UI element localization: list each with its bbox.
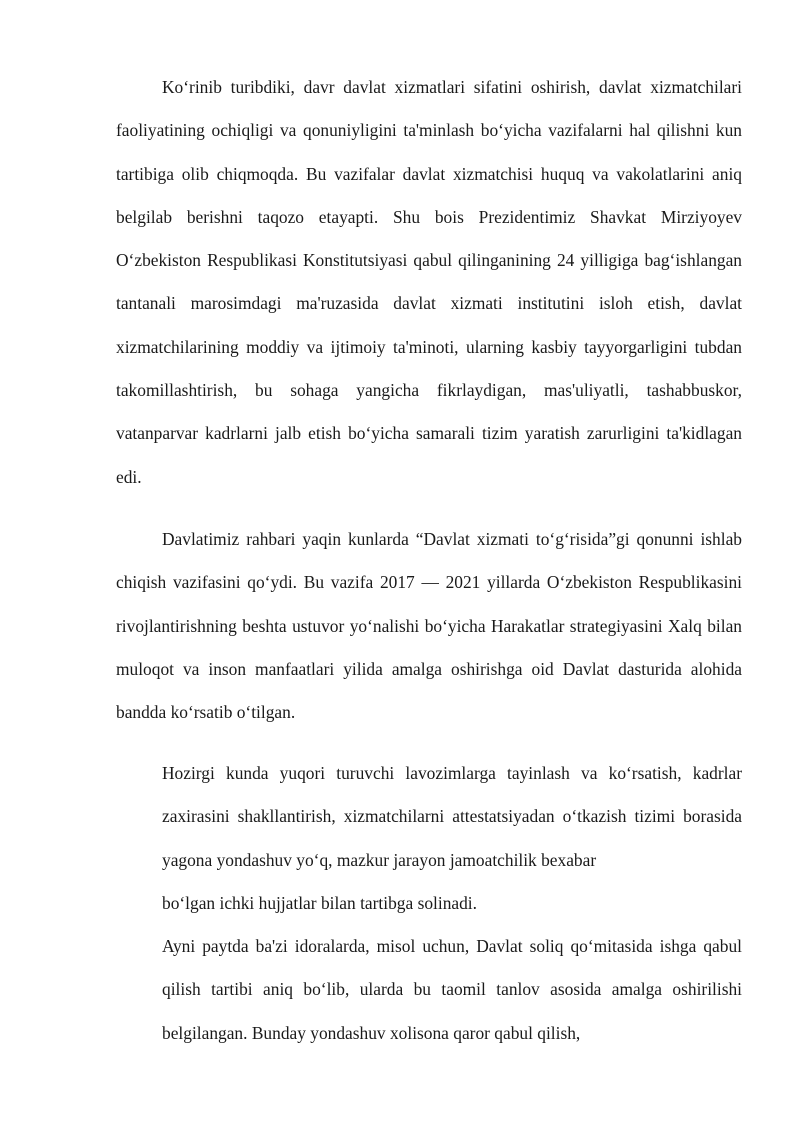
word: bilan bbox=[320, 892, 356, 913]
word: solinadi. bbox=[417, 892, 477, 913]
paragraph-3-part-c: Ayni paytda ba'zi idoralarda, misol uchun, Davlat soliq qo‘mitasida ishga qabul qilish tartibi aniq bo‘lib, ularda bu taomil tanlov asosida amalga oshirilishi belgilangan. Bunday yondashuv xolisona qaror qabul qilish, bbox=[162, 936, 742, 1043]
paragraph-1: Ko‘rinib turibdiki, davr davlat xizmatlari sifatini oshirish, davlat xizmatchilari faoliyatining ochiqligi va qonuniyligini ta'minlash bo‘yicha vazifalarni hal qilishni kun tartibiga olib chiqmoqda. Bu vazifalar davlat xizmatchisi huquq va vakolatlarini aniq belgilab berishni taqozo etayapti. Shu bois Prezidentimiz Shavkat Mirziyoyev O‘zbekiston Respublikasi Konstitutsiyasi qabul qilinganining 24 yilligiga bag‘ishlangan tantanali marosimdagi ma'ruzasida davlat xizmati institutini isloh etish, davlat xizmatchilarining moddiy va ijtimoiy ta'minoti, ularning kasbiy tayyorgarligini tubdan takomillashtirish, bu sohaga yangicha fikrlaydigan, mas'uliyatli, tashabbuskor, vatanparvar kadrlarni jalb etish bo‘yicha samarali tizim yaratish zarurligini ta'kidlagan edi. bbox=[116, 77, 742, 487]
paragraph-2: Davlatimiz rahbari yaqin kunlarda “Davlat xizmati to‘g‘risida”gi qonunni ishlab chiqish vazifasini qo‘ydi. Bu vazifa 2017 — 2021 yillarda O‘zbekiston Respublikasini rivojlantirishning beshta ustuvor yo‘nalishi bo‘yicha Harakatlar strategiyasini Xalq bilan muloqot va inson manfaatlari yilida amalga oshirishga oid Davlat dasturida alohida bandda ko‘rsatib o‘tilgan. bbox=[116, 529, 742, 723]
paragraph-3 bbox=[162, 752, 742, 1055]
word: tartibga bbox=[360, 892, 414, 913]
word: bo‘lgan bbox=[162, 892, 216, 913]
paragraph-3-part-a: Hozirgi kunda yuqori turuvchi lavozimlarga tayinlash va ko‘rsatish, kadrlar zaxirasini shakllantirish, xizmatchilarni attestatsiyadan o‘tkazish tizimi borasida yagona yondashuv yo‘q, mazkur jarayon jamoatchilik bexabar bbox=[162, 763, 742, 870]
word: ichki bbox=[219, 892, 255, 913]
paragraph-3-spread-line bbox=[162, 882, 742, 925]
word: hujjatlar bbox=[258, 892, 317, 913]
